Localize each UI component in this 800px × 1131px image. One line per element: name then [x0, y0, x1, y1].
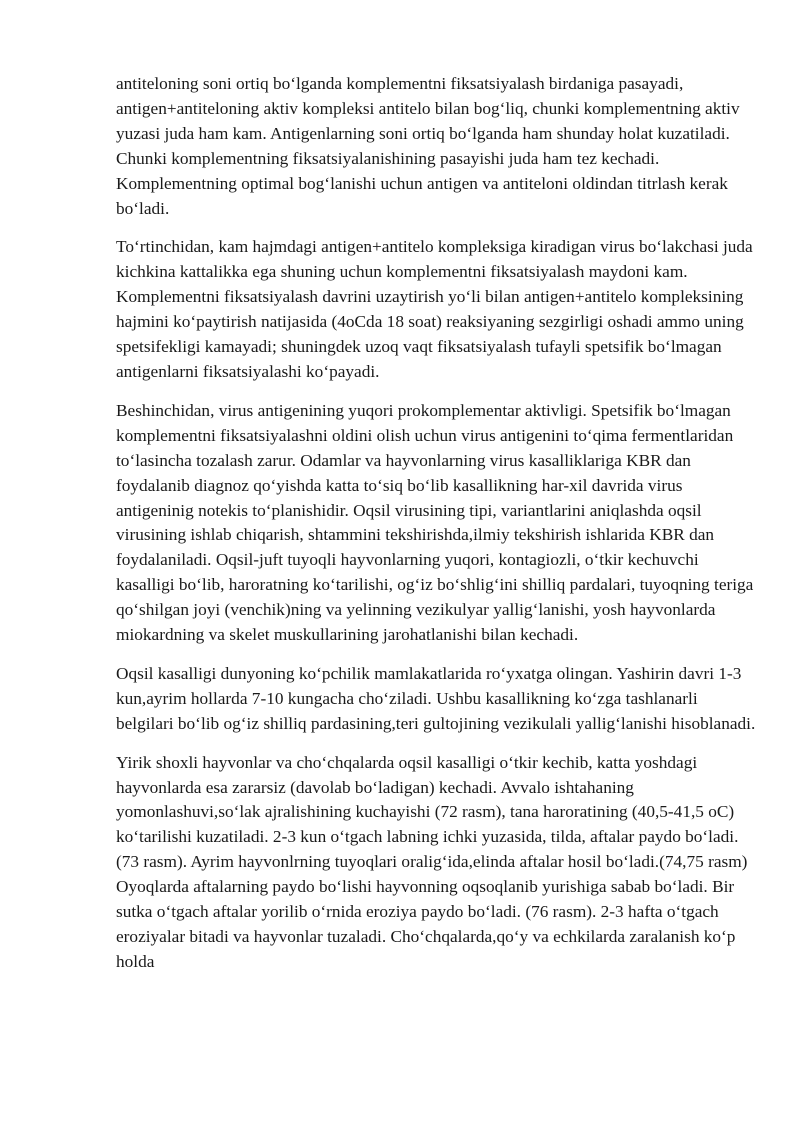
- paragraph-fifth-point: Beshinchidan, virus antigenining yuqori prokomplementar aktivligi. Spetsifik bo‘lmagan komplementni fiksatsiyalashni oldini olish uchun virus antigenini to‘qima fermentlaridan to‘lasincha tozalash zarur. Odamlar va hayvonlarning virus kasalliklariga KBR dan foydalanib diagnoz qo‘yishda katta to‘siq bo‘lib kasallikning har-xil davrida virus antigeninig notekis to‘planishidir. Oqsil virusining tipi, variantlarini aniqlashda oqsil virusining ishlab chiqarish, shtammini tekshirishda,ilmiy tekshirish ishlarida KBR dan foydalaniladi. Oqsil-juft tuyoqli hayvonlarning yuqori, kontagiozli, o‘tkir kechuvchi kasalligi bo‘lib, haroratning ko‘tarilishi, og‘iz bo‘shlig‘ini shilliq pardalari, tuyoqning teriga qo‘shilgan joyi (venchik)ning va yelinning vezikulyar yallig‘lanishi, yosh hayvonlarda miokardning va skelet muskullarining jarohatlanishi bilan kechadi.: [116, 400, 754, 645]
- paragraph-complement-fixation-excess: antiteloning soni ortiq bo‘lganda komplementni fiksatsiyalash birdaniga pasayadi, antigen+antiteloning aktiv kompleksi antitelo bilan bog‘liq, chunki komplementning aktiv yuzasi juda ham kam. Antigenlarning soni ortiq bo‘lganda ham shunday holat kuzatiladi. Chunki komplementning fiksatsiyalanishining pasayishi juda ham tez kechadi. Komplementning optimal bog‘lanishi uchun antigen va antiteloni oldindan titrlash kerak bo‘ladi.: [116, 74, 740, 218]
- paragraph-clinical-signs: Yirik shoxli hayvonlar va cho‘chqalarda oqsil kasalligi o‘tkir kechib, katta yoshdagi hayvonlarda esa zararsiz (davolab bo‘ladigan) kechadi. Avvalo ishtahaning yomonlashuvi,so‘lak ajralishining kuchayishi (72 rasm), tana haroratining (40,5-41,5 oC) ko‘tarilishi kuzatiladi. 2-3 kun o‘tgach labning ichki yuzasida, tilda, aftalar paydo bo‘ladi. (73 rasm). Ayrim hayvonlrning tuyoqlari oralig‘ida,elinda aftalar hosil bo‘ladi.(74,75 rasm) Oyoqlarda aftalarning paydo bo‘lishi hayvonning oqsoqlanib yurishiga sabab bo‘ladi. Bir sutka o‘tgach aftalar yorilib o‘rnida eroziya paydo bo‘ladi. (76 rasm). 2-3 hafta o‘tgach eroziyalar bitadi va hayvonlar tuzaladi. Cho‘chqalarda,qo‘y va echkilarda zaralanish ko‘p holda: [116, 752, 748, 971]
- document-body: [116, 72, 756, 989]
- paragraph-fourth-point: To‘rtinchidan, kam hajmdagi antigen+antitelo kompleksiga kiradigan virus bo‘lakchasi juda kichkina kattalikka ega shuning uchun komplementni fiksatsiyalash maydoni kam. Komplementni fiksatsiyalash davrini uzaytirish yo‘li bilan antigen+antitelo kompleksining hajmini ko‘paytirish natijasida (4oCda 18 soat) reaksiyaning sezgirligi oshadi ammo uning spetsifekligi kamayadi; shuningdek uzoq vaqt fiksatsiyalash tufayli spetsifik bo‘lmagan antigenlarni fiksatsiyalashi ko‘payadi.: [116, 237, 753, 381]
- paragraph-disease-spread: Oqsil kasalligi dunyoning ko‘pchilik mamlakatlarida ro‘yxatga olingan. Yashirin davri 1-3 kun,ayrim hollarda 7-10 kungacha cho‘ziladi. Ushbu kasallikning ko‘zga tashlanarli belgilari bo‘lib og‘iz shilliq pardasining,teri gultojining vezikulali yallig‘lanishi hisoblanadi.: [116, 663, 756, 733]
